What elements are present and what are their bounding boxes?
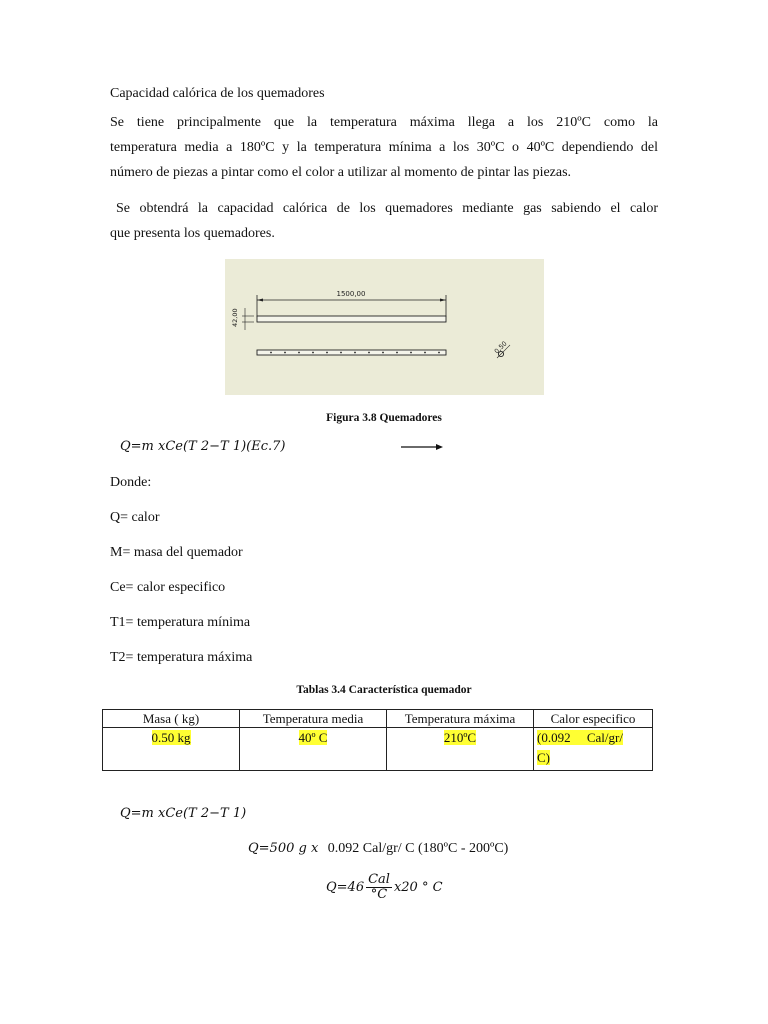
equation-4: [326, 873, 443, 902]
paragraph-2-line-2: que presenta los quemadores.: [110, 226, 275, 241]
fraction-numerator: Cal: [368, 872, 390, 887]
section-heading: Capacidad calórica de los quemadores: [110, 86, 325, 101]
length-dimension-label: 1500,00: [336, 290, 366, 298]
burner-characteristics-table: [102, 709, 653, 771]
equation-3-math: Q=500 g x: [248, 841, 319, 856]
figure-caption: Figura 3.8 Quemadores: [326, 412, 442, 424]
table-cell-specific-heat: [534, 728, 653, 771]
variable-t1: T1= temperatura mínima: [110, 615, 251, 630]
table-caption: Tablas 3.4 Característica quemador: [296, 684, 472, 696]
table-row: [103, 728, 653, 771]
table-cell-mean-temp: [240, 728, 387, 771]
hole-dimension-label: 0,50: [492, 339, 509, 356]
max-temp-value: 210ºC: [443, 730, 477, 745]
equation-3-text: 0.092 Cal/gr/ C (180ºC - 200ºC): [327, 841, 509, 856]
mass-value: 0.50 kg: [151, 730, 191, 745]
specific-heat-value-line-1: (0.092 Cal/gr/: [537, 730, 623, 745]
table-header-cell: Calor especifico: [534, 710, 653, 728]
donde-label: Donde:: [110, 475, 152, 490]
variable-m: M= masa del quemador: [110, 545, 243, 560]
height-dimension-label: 42,00: [231, 308, 239, 327]
paragraph-1-line-1: Se tiene principalmente que la temperatura máxima llega a los 210ºC como la: [110, 115, 658, 130]
fraction-denominator: °C: [370, 887, 388, 902]
burner-drawing-svg: [225, 259, 544, 395]
equation-2: Q=m xCe(T 2−T 1): [120, 806, 247, 821]
table-header-cell: Temperatura media: [240, 710, 387, 728]
arrow-icon: [400, 442, 444, 452]
variable-q: Q= calor: [110, 510, 160, 525]
paragraph-1-line-2: temperatura media a 180ºC y la temperatura mínima a los 30ºC o 40ºC dependiendo del: [110, 140, 658, 155]
burner-top-view: [257, 316, 446, 322]
mean-temp-value: 40º C: [298, 730, 328, 745]
table-header-row: [103, 710, 653, 728]
table-cell-max-temp: [387, 728, 534, 771]
paragraph-2-line-1: Se obtendrá la capacidad calórica de los quemadores mediante gas sabiendo el calor: [116, 201, 658, 216]
specific-heat-value-line-2: C): [537, 750, 550, 765]
equation-3: [248, 841, 508, 857]
table-cell-mass: [103, 728, 240, 771]
variable-ce: Ce= calor especifico: [110, 580, 226, 595]
equation-4-lhs: Q=46: [326, 880, 365, 895]
paragraph-1-line-3: número de piezas a pintar como el color a utilizar al momento de pintar las piezas.: [110, 165, 572, 180]
variable-t2: T2= temperatura máxima: [110, 650, 253, 665]
equation-4-rhs: x20 ° C: [393, 880, 443, 895]
equation-4-fraction: [366, 873, 392, 902]
table-header-cell: Masa ( kg): [103, 710, 240, 728]
table-header-cell: Temperatura máxima: [387, 710, 534, 728]
burner-drawing: [225, 259, 544, 395]
equation-1: Q=m xCe(T 2−T 1)(Ec.7): [120, 439, 286, 454]
